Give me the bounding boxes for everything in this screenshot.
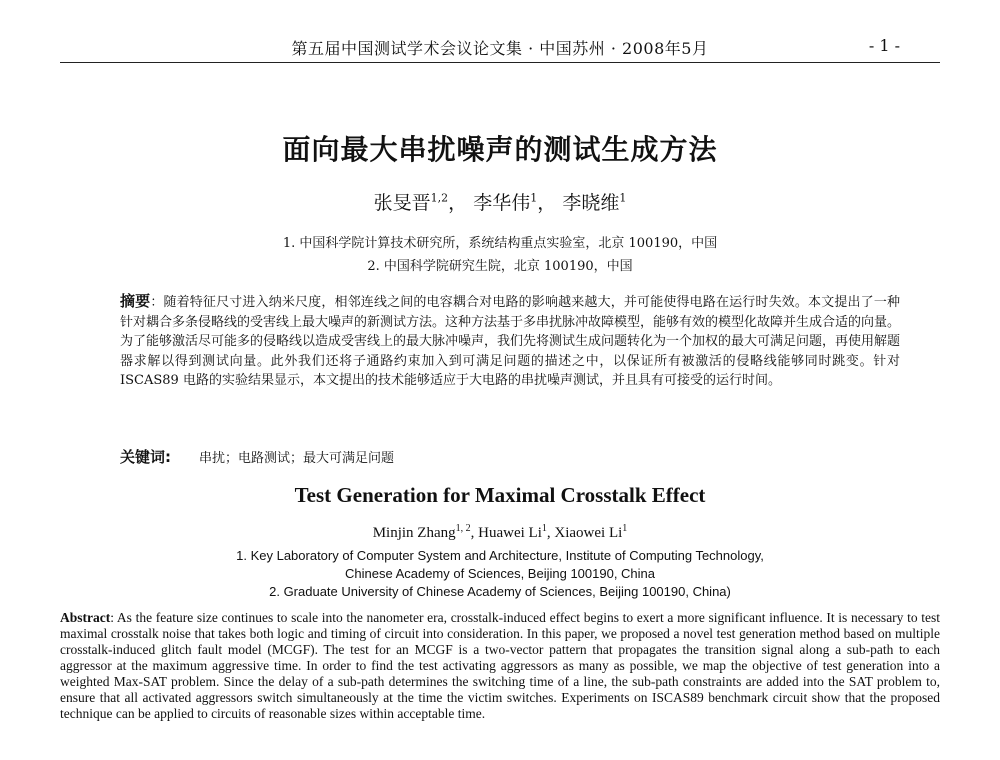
- chinese-affiliation-1: 1. 中国科学院计算技术研究所，系统结构重点实验室，北京 100190，中国: [282, 236, 718, 251]
- chinese-keywords: [120, 446, 394, 467]
- author-affil-mark: 1: [541, 523, 547, 534]
- author-separator: ,: [546, 525, 555, 541]
- english-title: Test Generation for Maximal Crosstalk Effect: [294, 483, 706, 507]
- chinese-abstract-label: 摘要: [120, 292, 151, 310]
- page-number: - 1 -: [868, 36, 900, 55]
- chinese-abstract-text: ：随着特征尺寸进入纳米尺度，相邻连线之间的电容耦合对电路的影响越来越大，并可能使得电路在运行时失效。本文提出了一种针对耦合多条侵略线的受害线上最大噪声的新测试方法。这种方法基于多串扰脉冲故障模型，能够有效的模型化故障并生成合适的向量。为了能够激活尽可能多的侵略线以造成受害线上的最大脉冲噪声，我们先将测试生成问题转化为一个加权的最大可满足问题，再使用解题器求解以得到测试向量。此外我们还将子通路约束加入到可满足问题的描述之中，以保证所有被激活的侵略线能够同时跳变。针对 ISCAS89 电路的实验结果显示，本文提出的技术能够适应于大电路的串扰噪声测试，并且具有可接受的运行时间。: [120, 295, 901, 388]
- chinese-keywords-label: 关键词:: [120, 448, 171, 466]
- author-name: Minjin Zhang: [372, 525, 456, 541]
- english-affiliation-1-cont: Chinese Academy of Sciences, Beijing 100190, China: [344, 566, 656, 581]
- english-authors: [0, 523, 1000, 542]
- author-affil-mark: 1: [619, 191, 627, 205]
- author-name: Xiaowei Li: [554, 525, 623, 541]
- conference-info: 第五届中国测试学术会议论文集 · 中国苏州 · 2008年5月: [291, 39, 709, 58]
- author-name: 李晓维: [562, 192, 620, 214]
- english-abstract: [60, 610, 940, 722]
- english-affiliation-1: 1. Key Laboratory of Computer System and Architecture, Institute of Computing Technology,: [236, 548, 764, 563]
- author-affil-mark: 1, 2: [455, 523, 471, 534]
- chinese-authors: [0, 188, 1000, 215]
- author-name: 李华伟: [473, 192, 531, 214]
- page-header: [60, 36, 940, 63]
- author-affil-mark: 1: [622, 523, 628, 534]
- author-separator: ，: [448, 192, 468, 214]
- author-name: Huawei Li: [478, 525, 542, 541]
- english-abstract-label: Abstract: [60, 610, 111, 625]
- chinese-title: 面向最大串扰噪声的测试生成方法: [282, 133, 718, 166]
- english-abstract-text: : As the feature size continues to scale into the nanometer era, crosstalk-induced effect begins to exert a more significant influence. It is necessary to test maximal crosstalk noise that takes both logic and timing of circuit into consideration. In this paper, we proposed a novel test generation method based on multiple crosstalk-induced glitch fault model (MCGF). The test for an MCGF is a two-vector pattern that propagates the transition signal along a sub-path to each aggressor at the maximum aggressive time. In order to find the test activating aggressors as many as possible, we map the objective of test generation into a weighted Max-SAT problem. Since the delay of a sub-path determines the switching time of a line, the sub-path constraints are added into the SAT problem to, ensure that all activated aggressors switch simultaneously at the time the victim switches. Experiments on ISCAS89 benchmark circuit show that the proposed technique can be applied to circuits of reasonable sizes within acceptable time.: [60, 610, 940, 721]
- english-affiliation-2: 2. Graduate University of Chinese Academy of Sciences, Beijing 100190, China): [269, 584, 731, 599]
- author-affil-mark: 1: [530, 191, 538, 205]
- author-affil-mark: 1,2: [430, 191, 449, 205]
- author-separator: ，: [537, 192, 557, 214]
- chinese-abstract: [120, 292, 900, 391]
- author-name: 张旻晋: [373, 192, 431, 214]
- chinese-keywords-text: 串扰；电路测试；最大可满足问题: [199, 451, 395, 466]
- chinese-affiliation-2: 2. 中国科学院研究生院，北京 100190，中国: [367, 259, 633, 274]
- author-separator: ,: [470, 525, 479, 541]
